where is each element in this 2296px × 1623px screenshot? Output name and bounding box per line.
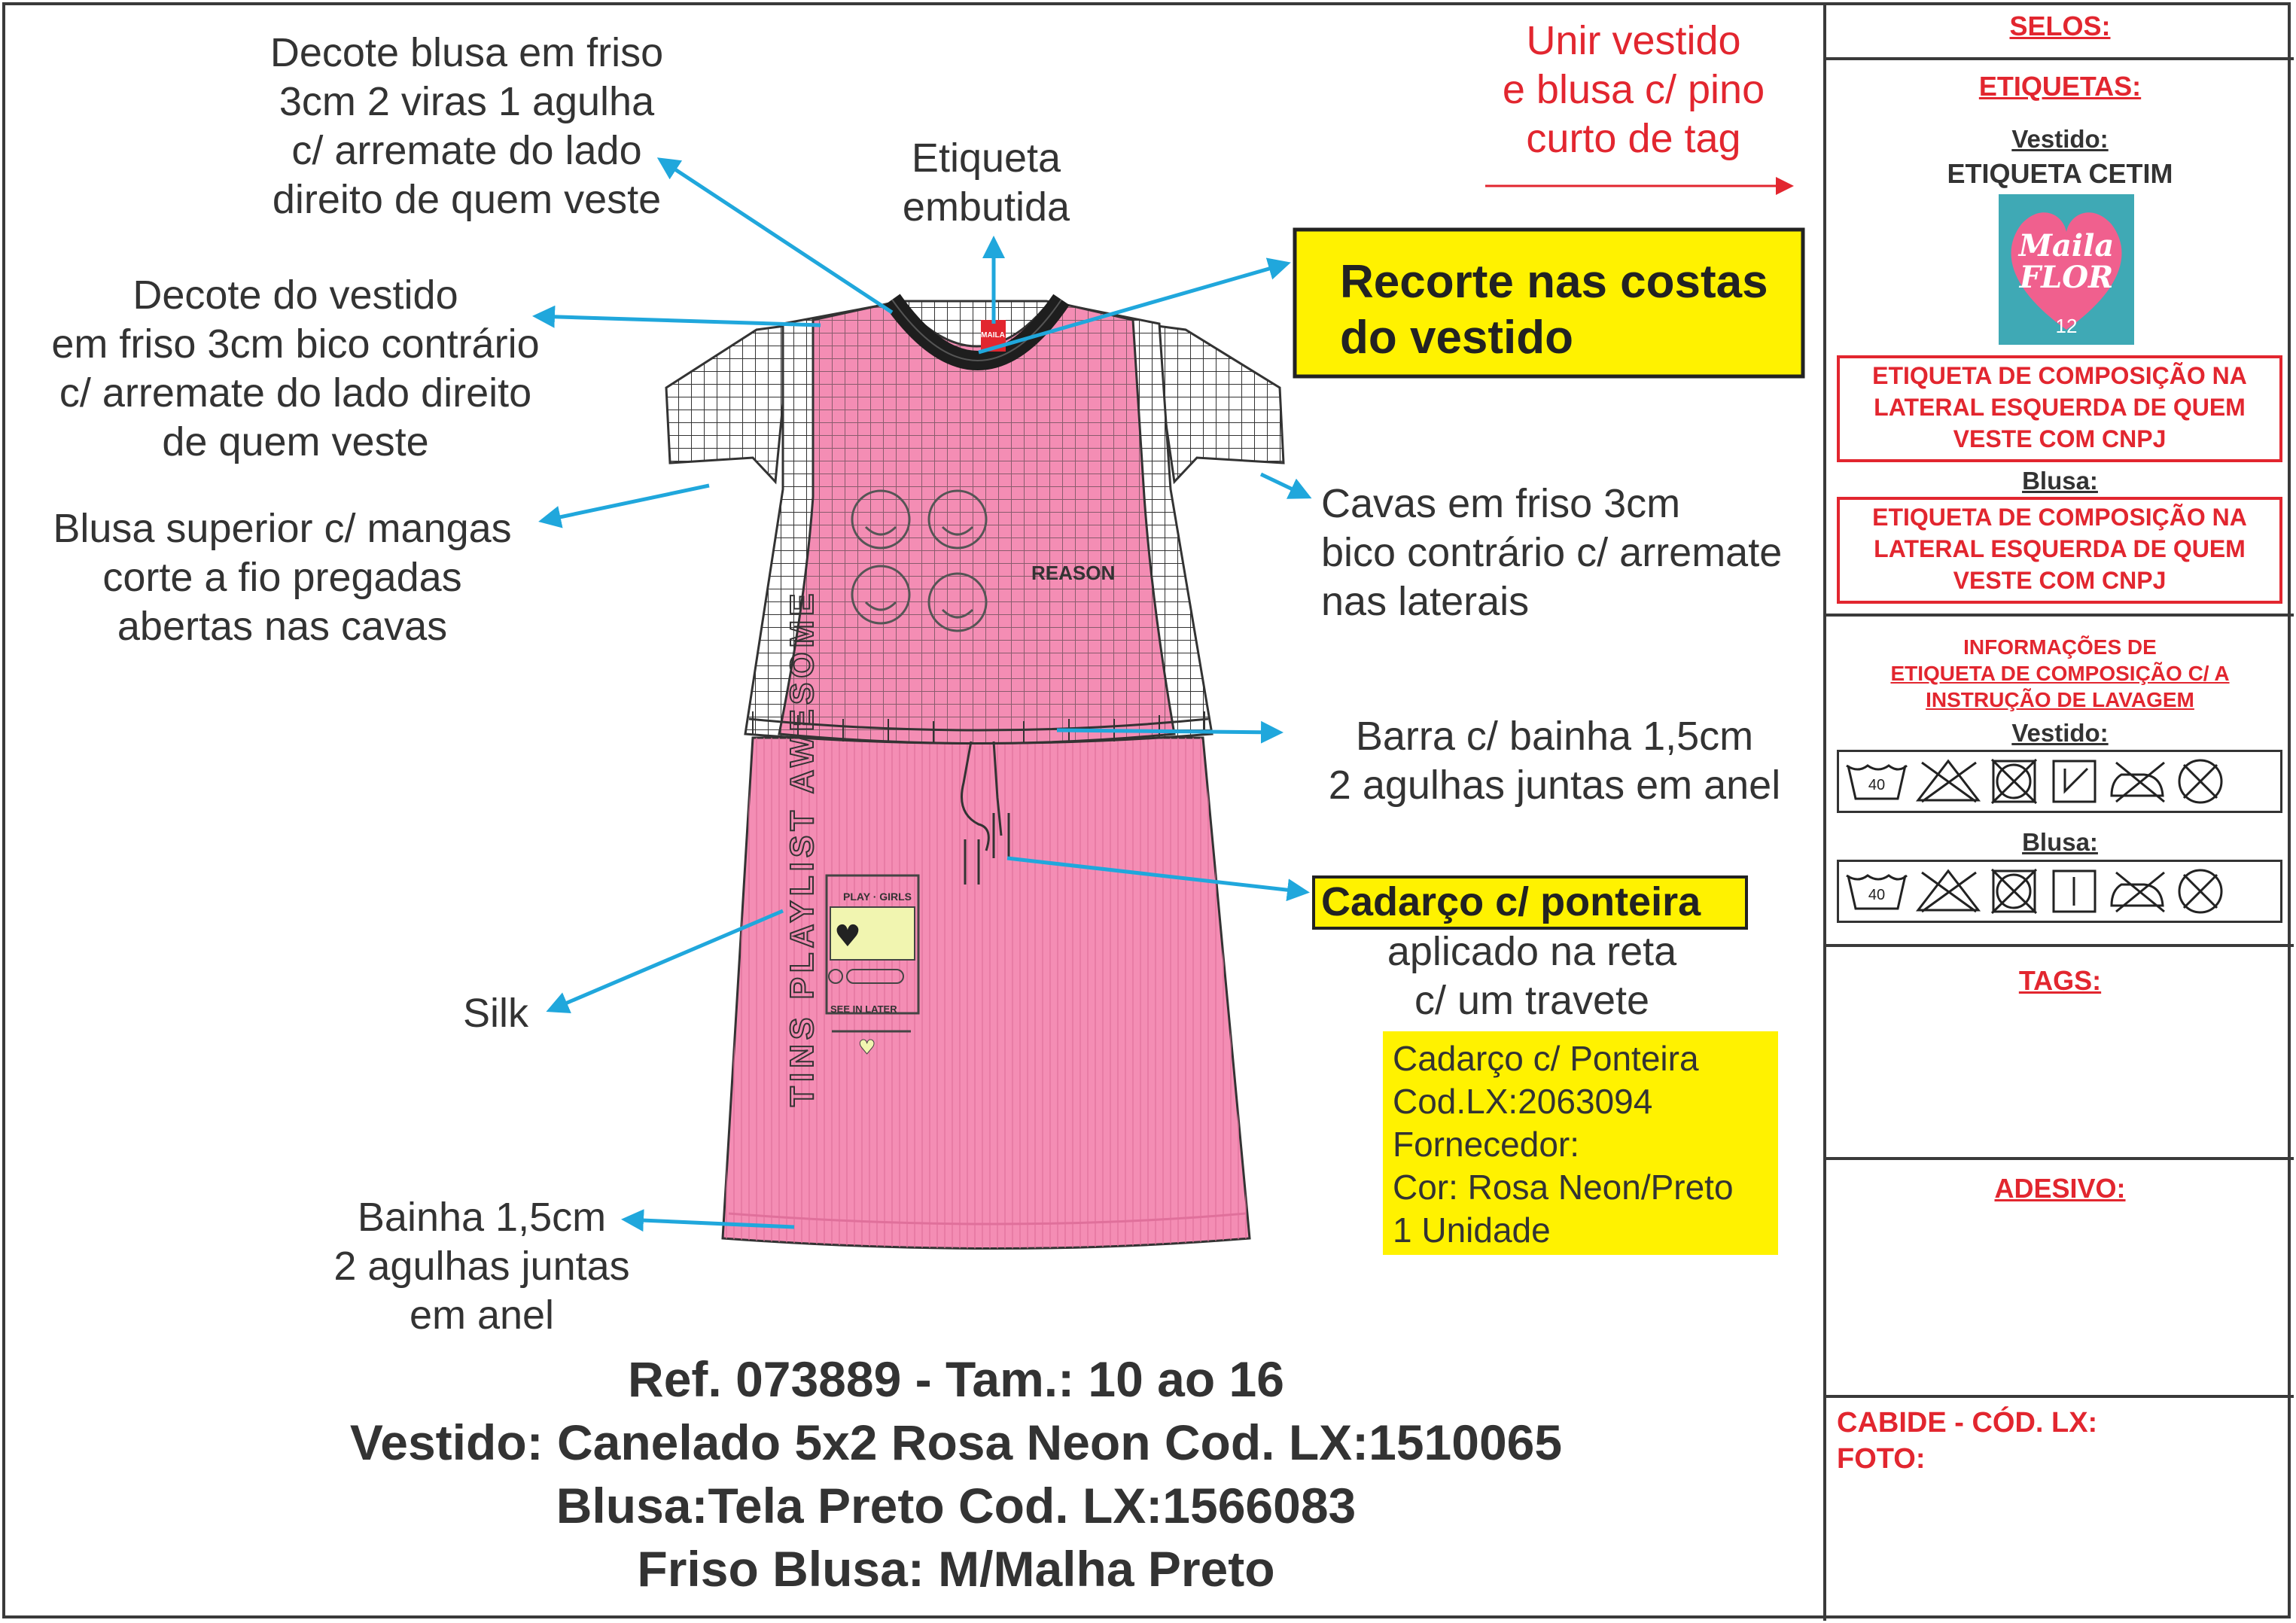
blusa-superior-note: Blusa superior c/ mangas corte a fio pregadas abertas nas cavas (53, 506, 512, 649)
svg-text:PLAY · GIRLS: PLAY · GIRLS (843, 891, 912, 903)
svg-text:40: 40 (1868, 887, 1886, 903)
cadarco-sub-note: aplicado na reta c/ um travete (1387, 929, 1677, 1023)
bainha-note: Bainha 1,5cm 2 agulhas juntas em anel (333, 1195, 630, 1338)
barra-note: Barra c/ bainha 1,5cm 2 agulhas juntas em anel (1328, 714, 1781, 808)
adesivo-title: ADESIVO: (1994, 1173, 2126, 1204)
maila-flor-logo (1999, 194, 2134, 345)
care-vestido-label: Vestido: (2011, 719, 2109, 747)
unir-note: Unir vestido e blusa c/ pino curto de tag (1502, 18, 1765, 161)
reference-lines: Ref. 073889 - Tam.: 10 ao 16 Vestido: Canelado 5x2 Rosa Neon Cod. LX:1510065 Blusa:Tela Preto Cod. LX:1566083 Friso Blusa: M/Malha Preto (349, 1351, 1563, 1597)
recorte-note: Recorte nas costas do vestido (1340, 256, 1768, 364)
etiqueta-cetim: ETIQUETA CETIM (1947, 158, 2173, 189)
svg-text:♥: ♥ (858, 1037, 876, 1059)
sidebar-separator (1826, 614, 2294, 617)
blusa-label: Blusa: (2022, 467, 2098, 495)
info-title: INFORMAÇÕES DE ETIQUETA DE COMPOSIÇÃO C/ A INSTRUÇÃO DE LAVAGEM (1890, 635, 2230, 711)
sidebar-separator (1826, 944, 2294, 947)
tags-title: TAGS: (2018, 965, 2102, 996)
svg-text:MAILA: MAILA (981, 331, 1005, 340)
logo-line1: Maila (2018, 228, 2115, 263)
selos-title: SELOS: (2009, 11, 2111, 41)
no-bleach-icon (1918, 761, 1978, 802)
svg-text:SEE IN LATER: SEE IN LATER (830, 1003, 897, 1015)
no-iron-icon (2112, 763, 2164, 802)
decote-blusa-note: Decote blusa em friso 3cm 2 viras 1 agulha c/ arremate do lado direito de quem veste (269, 30, 664, 222)
etiqueta-note: Etiqueta embutida (902, 136, 1070, 230)
no-dry-clean-icon (2179, 760, 2221, 802)
no-dry-clean-icon (2179, 870, 2221, 912)
line-dry-icon (2054, 761, 2095, 802)
logo-line2: FLOR (2019, 260, 2114, 295)
cavas-note: Cavas em friso 3cm bico contrário c/ arremate nas laterais (1321, 481, 1783, 624)
care-icons-vestido (1837, 750, 2282, 813)
composicao-blusa-box: ETIQUETA DE COMPOSIÇÃO NA LATERAL ESQUERDA DE QUEM VESTE COM CNPJ (1837, 497, 2282, 604)
etiquetas-title: ETIQUETAS: (1978, 71, 2142, 102)
care-blusa-label: Blusa: (2022, 828, 2098, 856)
no-tumble-dry-icon (1992, 760, 2036, 803)
cadarco-info: Cadarço c/ Ponteira Cod.LX:2063094 Fornecedor: Cor: Rosa Neon/Preto 1 Unidade (1393, 1039, 1734, 1250)
no-iron-icon (2112, 872, 2164, 912)
care-icons-blusa (1837, 860, 2282, 923)
reason-print: REASON (1031, 562, 1116, 584)
vestido-label: Vestido: (2011, 125, 2109, 153)
decote-vestido-note: Decote do vestido em friso 3cm bico contrário c/ arremate do lado direito de quem veste (51, 273, 540, 464)
sidebar-separator (1826, 1395, 2294, 1398)
cabide-foto (1837, 1405, 2097, 1477)
silk-note: Silk (463, 991, 529, 1036)
cabide-label: CABIDE - CÓD. LX: (1837, 1407, 2098, 1439)
sidebar-separator (1826, 1157, 2294, 1160)
no-tumble-dry-icon (1992, 869, 2036, 913)
foto-label: FOTO: (1837, 1443, 1926, 1475)
sidebar-separator (1826, 57, 2294, 60)
logo-number: 12 (2055, 315, 2078, 337)
cadarco-title: Cadarço c/ ponteira (1321, 879, 1701, 924)
line-dry-icon (2054, 871, 2095, 912)
svg-text:♥: ♥ (834, 919, 861, 954)
composicao-vestido-box: ETIQUETA DE COMPOSIÇÃO NA LATERAL ESQUERDA DE QUEM VESTE COM CNPJ (1837, 355, 2282, 462)
vertical-print-text: TINS PLAYLIST AWESOME (784, 589, 821, 1107)
no-bleach-icon (1918, 871, 1978, 912)
sidebar-divider (1823, 2, 1826, 1621)
svg-text:40: 40 (1868, 777, 1886, 793)
